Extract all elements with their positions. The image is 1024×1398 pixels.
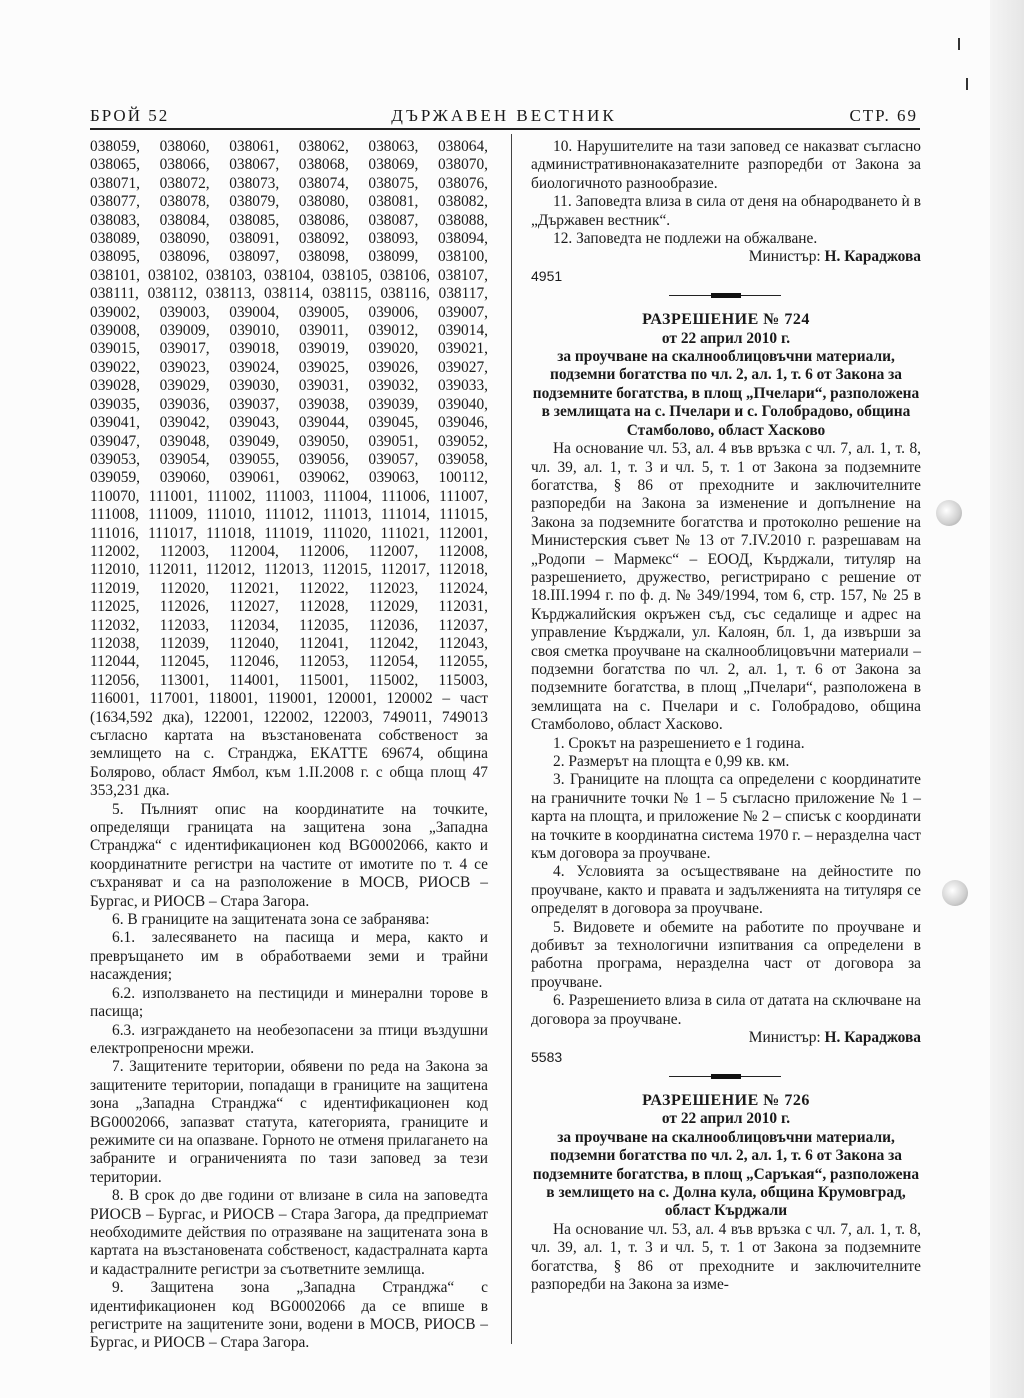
number-list-line: 038077, 038078, 038079, 038080, 038081, 038082,: [90, 193, 488, 211]
permit-date: от 22 април 2010 г.: [661, 1110, 791, 1128]
permit-item-3: 3. Границите на площта са определени с координатите на граничните точки № 1 – 5 съгласно приложение № 1 – карта на площта, и приложение № 2 – списък с координати на точките в координатна система 1970 г. – неразделна част към договора за проучване.: [531, 771, 921, 863]
number-list-line: 112056, 113001, 114001, 115001, 115002, 115003,: [90, 671, 488, 689]
paragraph-6: 6. В границите на защитената зона се забранява:: [112, 911, 430, 929]
number-list-line: 038101, 038102, 038103, 038104, 038105, 038106, 038107,: [90, 266, 488, 284]
paragraph-11: 11. Заповедта влиза в сила от деня на обнародването ѝ в „Държавен вестник“.: [531, 193, 921, 229]
number-list-line: 116001, 117001, 118001, 119001, 120001, 120002 – част: [90, 690, 488, 708]
number-list-line: 039015, 039017, 039018, 039019, 039020, 039021,: [90, 340, 488, 358]
number-list-line: 039041, 039042, 039043, 039044, 039045, 039046,: [90, 414, 488, 432]
number-list-line: 039047, 039048, 039049, 039050, 039051, 039052,: [90, 432, 488, 450]
signature-role: Министър:: [748, 248, 825, 266]
gazette-title: ДЪРЖАВЕН ВЕСТНИК: [391, 106, 617, 125]
paragraph-6-1: 6.1. залесяването на пасища и мера, както и превръщането им в обработваеми земи и трайни насаждения;: [90, 929, 488, 984]
left-column: [90, 138, 488, 1353]
permit-item-2: 2. Размерът на площта е 0,99 кв. км.: [553, 753, 790, 770]
permit-item-4: 4. Условията за осъществяване на дейностите по проучване, както и правата и задълженията на титуляря се определят в договора за проучване.: [531, 863, 921, 918]
signature-role: Министър:: [748, 1029, 825, 1047]
permit-item-1: 1. Срокът на разрешението е 1 година.: [553, 734, 805, 752]
number-list-line: 110070, 111001, 111002, 111003, 111004, 111006, 111007,: [90, 487, 488, 505]
number-list-line: 038089, 038090, 038091, 038092, 038093, 038094,: [90, 230, 488, 248]
minister-signature: [531, 1029, 921, 1047]
header-rule: [90, 128, 920, 130]
permit-title: РАЗРЕШЕНИЕ № 726: [642, 1091, 810, 1109]
permit-subtitle: за проучване на скалнооблицовъчни материали, подземни богатства по чл. 2, ал. 1, т. 6 от Закона за подземните богатства, в площ „Саръкая“, разположена в землището на с. Долна кула, община Крумовград, област Кърджали: [532, 1128, 920, 1220]
number-list-line: 039053, 039054, 039055, 039056, 039057, 039058,: [90, 450, 488, 468]
permit-item-5: 5. Видовете и обемите на работите по проучване и добивът за технологични изпитвания са определени в работна програма, неразделна част от договора за проучване.: [531, 918, 921, 991]
paragraph-9: 9. Защитена зона „Западна Странджа“ с идентификационен код BG0002066 да се впише в регистрите на защитените зони, водени в МОСВ, РИОСВ – Бургас, и РИОСВ – Стара Загора.: [90, 1279, 488, 1352]
paragraph-5: 5. Пълният опис на координатите на точките, определящи границата на защитена зона „Западна Странджа“ с идентификационен код BG0002066, както и координатните регистри на частите от имотите по т. 4 се съхраняват и са на разположение в МОСВ, РИОСВ – Бургас, и РИОСВ – Стара Загора.: [90, 800, 488, 910]
number-list-line: 112002, 112003, 112004, 112006, 112007, 112008,: [90, 542, 488, 560]
paragraph-4-tail: съгласно картата на възстановената собственост за землището на с. Странджа, ЕКАТТЕ 69674, община Болярово, област Ямбол, към 1.II.2008 г. с обща площ 47 353,231 дка.: [90, 727, 488, 800]
paragraph-6-3: 6.3. изграждането на необезопасени за птици въздушни електропреносни мрежи.: [90, 1021, 488, 1057]
paragraph-6-2: 6.2. използването на пестициди и минерални торове в пасища;: [90, 984, 488, 1021]
permit-item-6: 6. Разрешението влиза в сила от датата на сключване на договора за проучване.: [531, 992, 921, 1028]
signature-name: Н. Караджова: [824, 248, 921, 266]
number-list-line: 038083, 038084, 038085, 038086, 038087, 038088,: [90, 211, 488, 229]
punch-hole: [942, 880, 968, 906]
number-list-line: 039022, 039023, 039024, 039025, 039026, 039027,: [90, 358, 488, 376]
section-separator: [531, 1066, 921, 1092]
paragraph-8: 8. В срок до две години от влизане в сила на заповедта РИОСВ – Бургас, и РИОСВ – Стара Загора, да предприемат необходимите действия по отразяване на защитената зона в картата на възстановената собственост, кадастралната карта и кадастралните регистри за съответните землища.: [90, 1187, 488, 1278]
permit-subtitle: за проучване на скалнооблицовъчни материали, подземни богатства по чл. 2, ал. 1, т. 6 от Закона за подземните богатства, в площ „Пчелари“, разположена в землищата на с. Пчелари и с. Голобрадово, община Стамболово, област Хасково: [532, 348, 920, 439]
page-number: СТР. 69: [849, 106, 918, 125]
document-code: 5583: [531, 1048, 563, 1065]
paragraph-7: 7. Защитените територии, обявени по реда на Закона за защитените територии, попадащи в границите на защитена зона „Западна Странджа“ с идентификационен код BG0002066, запазват статута, категорията, границите и режимите си на опазване. Горното не отменя прилагането на забраните и ограниченията по тази заповед за тези територии.: [90, 1058, 488, 1186]
number-list-line: 038095, 038096, 038097, 038098, 038099, 038100,: [90, 248, 488, 266]
number-list-line: 112025, 112026, 112027, 112028, 112029, 112031,: [90, 598, 488, 616]
running-header: [90, 106, 918, 130]
number-list-line: 039002, 039003, 039004, 039005, 039006, 039007,: [90, 303, 488, 321]
number-list-line: 038071, 038072, 038073, 038074, 038075, 038076,: [90, 174, 488, 192]
paragraph-12: 12. Заповедта не подлежи на обжалване.: [553, 230, 818, 248]
number-list-line: 112032, 112033, 112034, 112035, 112036, 112037,: [90, 616, 488, 634]
section-separator: [531, 285, 921, 311]
property-number-list: [90, 138, 488, 727]
document-code: 4951: [531, 267, 563, 284]
punch-hole: [936, 500, 962, 526]
number-list-line: 038065, 038066, 038067, 038068, 038069, 038070,: [90, 156, 488, 174]
number-list-line: 111016, 111017, 111018, 111019, 111020, 111021, 112001,: [90, 524, 488, 542]
number-list-line: 039028, 039029, 039030, 039031, 039032, 039033,: [90, 377, 488, 395]
signature-name: Н. Караджова: [824, 1029, 921, 1047]
minister-signature: [531, 248, 921, 266]
paragraph-10: 10. Нарушителите на тази заповед се наказват съгласно административнонаказателните разпоредби от Закона за биологичното разнообразие.: [531, 138, 921, 192]
number-list-line: 039035, 039036, 039037, 039038, 039039, 039040,: [90, 395, 488, 413]
number-list-line: 039059, 039060, 039061, 039062, 039063, 100112,: [90, 469, 488, 487]
permit-body: На основание чл. 53, ал. 4 във връзка с чл. 7, ал. 1, т. 8, чл. 39, ал. 1, т. 3 и чл. 5, т. 1 от Закона за подземните богатства, § 86 от преходните и заключителните разпоредби на Закона за изме-: [531, 1220, 921, 1293]
page-edge-shadow: [990, 0, 1024, 1398]
number-list-line: 039008, 039009, 039010, 039011, 039012, 039014,: [90, 322, 488, 340]
number-list-line: (1634,592 дка), 122001, 122002, 122003, 749011, 749013: [90, 708, 488, 726]
permit-title: РАЗРЕШЕНИЕ № 724: [642, 311, 810, 329]
permit-body: На основание чл. 53, ал. 4 във връзка с чл. 7, ал. 1, т. 8, чл. 39, ал. 1, т. 3 и чл. 5, т. 1 от Закона за подземните богатства, § 86 от преходните и заключителните разпоредби на Закона за изменение и допълнение на Закона за подземните богатства и протоколно решение на Министерския съвет № 13 от 7.IV.2010 г. разрешавам на „Родопи – Мармекс“ – ЕООД, Кърджали, титуляр на разрешението, дружество, регистрирано с решение от 18.III.1994 г. по ф. д. № 349/1994, том 6, стр. 157, № 25 в Кърджалийския окръжен съд, със седалище и адрес на управление Кърджали, ул. Калоян, бл. 1, да извърши за своя сметка проучване на скалнооблицовъчни материали – подземни богатства по чл. 2, ал. 1, т. 6 от Закона за подземните богатства, в площ „Пчелари“, разположена в землищата на с. Пчелари и с. Голобрадово, община Стамболово, област Хасково.: [531, 440, 921, 734]
right-column: [531, 138, 921, 1294]
scan-mark: [966, 78, 968, 90]
number-list-line: 112044, 112045, 112046, 112053, 112054, 112055,: [90, 653, 488, 671]
scan-mark: [958, 38, 960, 50]
number-list-line: 112038, 112039, 112040, 112041, 112042, 112043,: [90, 634, 488, 652]
number-list-line: 112010, 112011, 112012, 112013, 112015, 112017, 112018,: [90, 561, 488, 579]
number-list-line: 038059, 038060, 038061, 038062, 038063, 038064,: [90, 138, 488, 155]
number-list-line: 112019, 112020, 112021, 112022, 112023, 112024,: [90, 579, 488, 597]
number-list-line: 111008, 111009, 111010, 111012, 111013, 111014, 111015,: [90, 506, 488, 524]
issue-number: БРОЙ 52: [90, 106, 170, 125]
permit-date: от 22 април 2010 г.: [661, 329, 791, 347]
number-list-line: 038111, 038112, 038113, 038114, 038115, 038116, 038117,: [90, 285, 488, 303]
column-divider: [511, 134, 512, 1344]
